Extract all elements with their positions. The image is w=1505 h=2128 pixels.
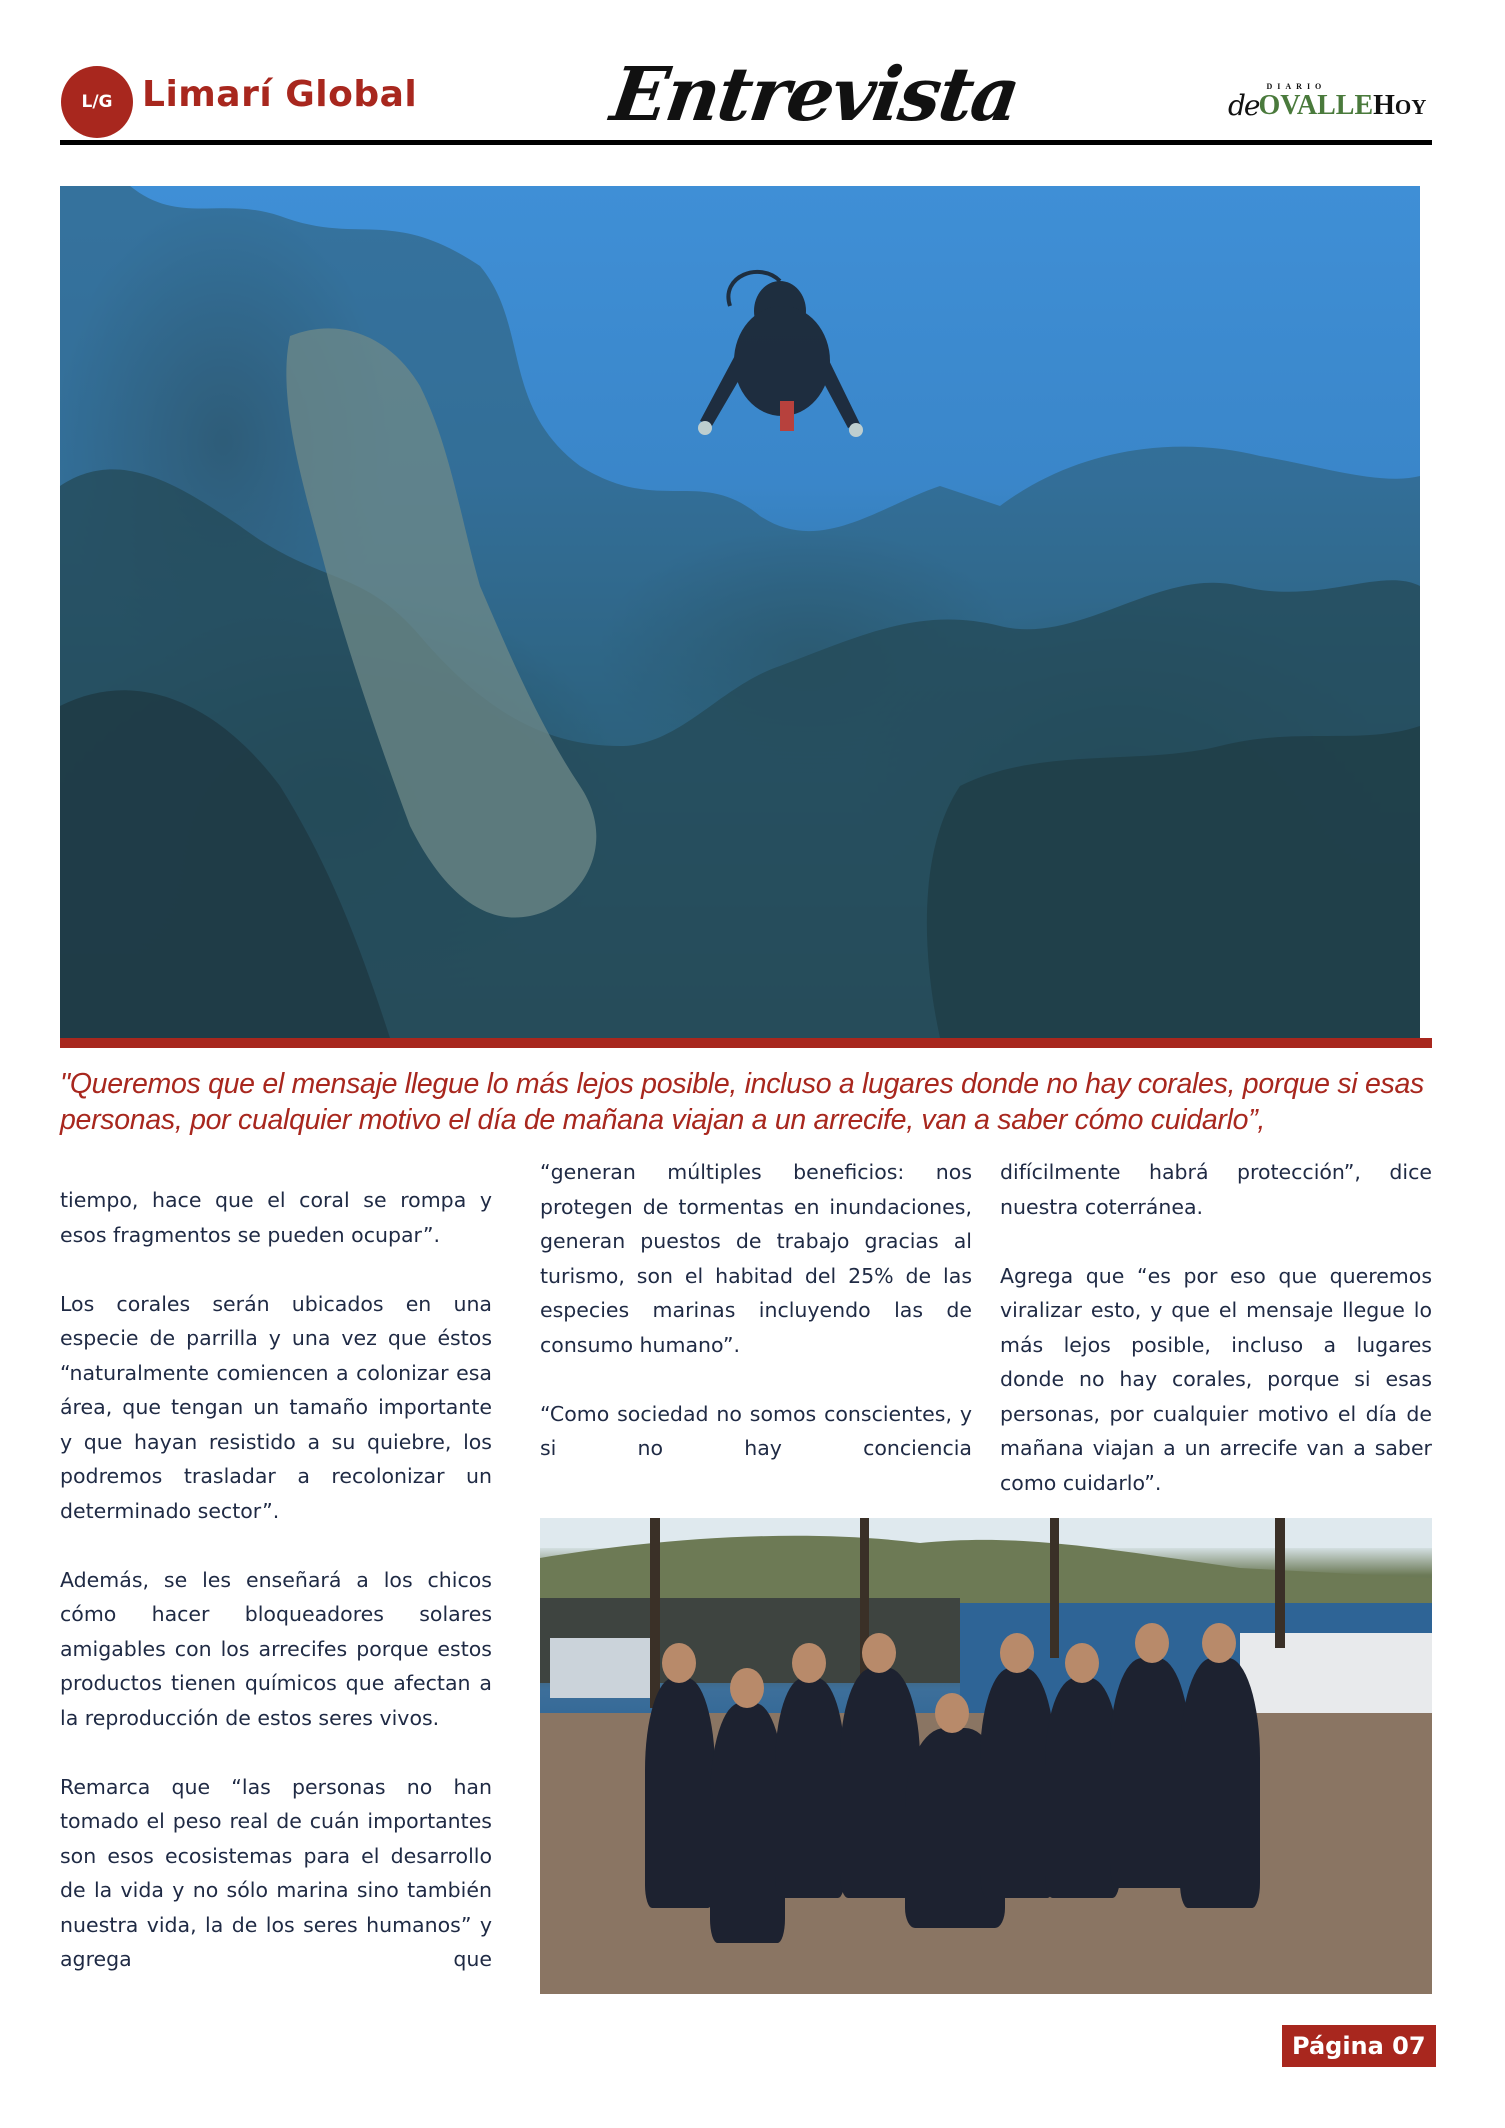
article-column-1 (60, 1183, 492, 2011)
group-photo (540, 1518, 1432, 1994)
partner-logo-name (1258, 82, 1374, 122)
section-title: Entrevista (605, 52, 1024, 138)
person-head (1065, 1643, 1099, 1683)
hero-photo (60, 186, 1420, 1038)
person-head (1135, 1623, 1169, 1663)
person-head (730, 1668, 764, 1708)
partner-logo (1228, 82, 1426, 122)
hero-photo-underline (60, 1038, 1432, 1048)
partner-logo-name-text: OVALLE (1258, 90, 1374, 121)
partner-logo-prefix: de (1228, 89, 1259, 122)
page-number-badge: Página 07 (1282, 2025, 1436, 2067)
hero-photo-illustration (60, 186, 1420, 1038)
person (645, 1678, 715, 1908)
diver (698, 272, 863, 437)
pull-quote: "Queremos que el mensaje llegue lo más lejos posible, incluso a lugares donde no hay corales, porque si esas personas, por cualquier motivo el día de mañana viajan a un arrecife, van a saber cómo cuidarlo”, (60, 1068, 1424, 1136)
person (1045, 1678, 1120, 1898)
page-header (0, 0, 1505, 180)
partner-logo-small-label: DIARIO (1266, 82, 1327, 91)
boats (550, 1638, 660, 1698)
article-paragraph: Remarca que “las personas no han tomado el peso real de cuán importantes son esos ecosistemas para el desarrollo de la vida y no sólo marina sino también nuestra vida, la de los seres humanos” y agrega que (60, 1774, 492, 1971)
partner-logo-suffix-rest: OY (1394, 95, 1427, 119)
article-paragraph: difícilmente habrá protección”, dice nuestra coterránea. (1000, 1160, 1432, 1219)
article-paragraph: Agrega que “es por eso que queremos viralizar esto, y que el mensaje llegue lo más lejos posible, incluso a lugares donde no hay corales, porque si esas personas, por cualquier motivo el día de mañana viajan a un arrecife van a saber como cuidarlo”. (1000, 1263, 1432, 1495)
reef-bottom-right (927, 726, 1420, 1038)
person (1180, 1658, 1260, 1908)
partner-logo-suffix (1373, 90, 1426, 122)
article-paragraph: Además, se les enseñará a los chicos cómo hacer bloqueadores solares amigables con los arrecifes porque estos productos tienen químicos que afectan a la reproducción de estos seres vivos. (60, 1567, 492, 1730)
person-head (1000, 1633, 1034, 1673)
brand-logo (61, 66, 133, 138)
header-divider (60, 140, 1432, 145)
article-paragraph: Los corales serán ubicados en una especie de parrilla y una vez que éstos “naturalmente comiencen a colonizar esa área, que tengan un tamaño importante y que hayan resistido a su quiebre, los podremos trasladar a recolonizar un determinado sector”. (60, 1291, 492, 1523)
person (775, 1678, 845, 1898)
person (710, 1703, 785, 1943)
person-head (792, 1643, 826, 1683)
brand-logo-initials: L/G (81, 92, 113, 112)
person (980, 1668, 1055, 1898)
article-paragraph: “Como sociedad no somos conscientes, y si no hay conciencia (540, 1401, 972, 1460)
brand-name: Limarí Global (142, 74, 418, 115)
person-head (1202, 1623, 1236, 1663)
article-column-3 (1000, 1155, 1432, 1535)
article-paragraph: tiempo, hace que el coral se rompa y esos fragmentos se pueden ocupar”. (60, 1188, 492, 1247)
person (1110, 1658, 1190, 1888)
partner-logo-suffix-initial: H (1373, 90, 1395, 121)
person-head (935, 1693, 969, 1733)
article-column-2 (540, 1155, 972, 1500)
article-paragraph: “generan múltiples beneficios: nos protegen de tormentas en inundaciones, generan puestos de trabajo gracias al turismo, son el habitad del 25% de las especies marinas incluyendo las de consumo humano”. (540, 1160, 972, 1357)
person-head (862, 1633, 896, 1673)
person-head (662, 1643, 696, 1683)
